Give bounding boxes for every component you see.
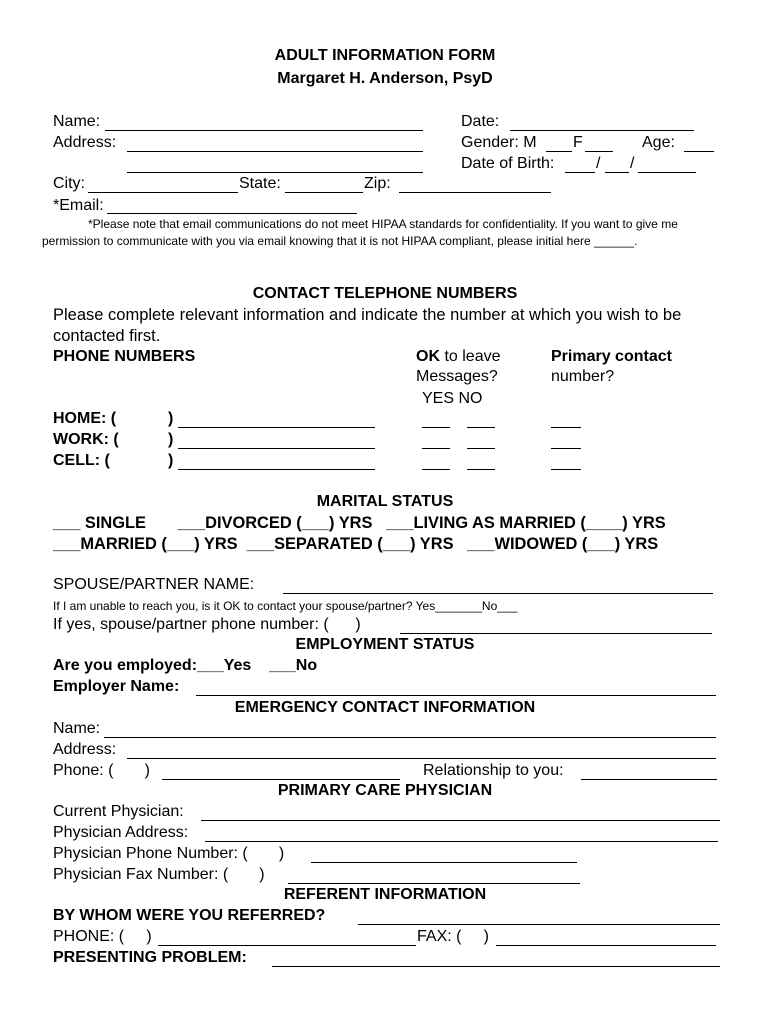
form-title: ADULT INFORMATION FORM — [274, 47, 496, 64]
date-label: Date: — [461, 113, 500, 130]
home-primary-field[interactable] — [551, 427, 581, 428]
messages-label: Messages? — [416, 368, 498, 385]
age-field[interactable] — [684, 151, 714, 152]
employment-heading: EMPLOYMENT STATUS — [295, 636, 475, 653]
referent-fax-label: FAX: ( ) — [417, 928, 490, 945]
emergency-address-field[interactable] — [127, 758, 716, 759]
city-field[interactable] — [88, 192, 238, 193]
cell-primary-field[interactable] — [551, 469, 581, 470]
gender-label: Gender: M — [461, 134, 537, 151]
physician-current-label: Current Physician: — [53, 803, 184, 820]
city-label: City: — [53, 175, 85, 192]
physician-address-field[interactable] — [205, 841, 718, 842]
email-field[interactable] — [107, 213, 357, 214]
cell-phone-field[interactable] — [178, 469, 375, 470]
dob-day-field[interactable] — [605, 172, 629, 173]
employer-field[interactable] — [196, 695, 716, 696]
marital-line-1[interactable]: ___ SINGLE ___DIVORCED (___) YRS ___LIVING AS MARRIED (____) YRS — [53, 514, 666, 532]
dob-year-field[interactable] — [638, 172, 696, 173]
spouse-name-label: SPOUSE/PARTNER NAME: — [53, 576, 255, 593]
physician-fax-field[interactable] — [288, 883, 580, 884]
home-phone-field[interactable] — [178, 427, 375, 428]
contact-heading: CONTACT TELEPHONE NUMBERS — [252, 285, 518, 302]
work-paren: ) — [168, 431, 174, 448]
work-phone-field[interactable] — [178, 448, 375, 449]
ok-label: OK — [416, 348, 440, 365]
referent-phone-label: PHONE: ( ) — [53, 928, 152, 945]
referred-by-label: BY WHOM WERE YOU REFERRED? — [53, 907, 326, 924]
physician-fax-label: Physician Fax Number: ( ) — [53, 866, 265, 883]
contact-instructions: Please complete relevant information and indicate the number at which you wish to be contacted first. — [53, 306, 682, 345]
referred-by-field[interactable] — [358, 924, 720, 925]
ok-leave-label — [416, 347, 500, 367]
hipaa-note: *Please note that email communications do not meet HIPAA standards for confidentiality. If you want to give me permission to communicate with you via email knowing that it is not HIPAA compliant, please initial here ______. — [42, 217, 678, 248]
employed-question[interactable]: Are you employed:___Yes ___No — [53, 657, 318, 674]
physician-phone-field[interactable] — [311, 862, 577, 863]
dob-slash-1: / — [596, 155, 601, 172]
to-leave-label: to leave — [440, 348, 501, 365]
primary-number-label: number? — [551, 368, 615, 385]
name-label: Name: — [53, 113, 101, 130]
yes-no-label: YES NO — [422, 390, 483, 407]
home-no-field[interactable] — [467, 427, 495, 428]
emergency-name-field[interactable] — [104, 737, 716, 738]
spouse-contact-question[interactable]: If I am unable to reach you, is it OK to contact your spouse/partner? Yes_______No___ — [53, 599, 518, 613]
work-yes-field[interactable] — [422, 448, 450, 449]
cell-yes-field[interactable] — [422, 469, 450, 470]
zip-field[interactable] — [399, 192, 551, 193]
marital-line-2[interactable]: ___MARRIED (___) YRS ___SEPARATED (___) YRS ___WIDOWED (___) YRS — [53, 535, 659, 553]
referent-fax-field[interactable] — [496, 945, 716, 946]
cell-no-field[interactable] — [467, 469, 495, 470]
physician-address-label: Physician Address: — [53, 824, 189, 841]
dob-label: Date of Birth: — [461, 155, 555, 172]
relationship-field[interactable] — [581, 779, 717, 780]
form-subtitle: Margaret H. Anderson, PsyD — [277, 70, 493, 87]
spouse-name-field[interactable] — [283, 593, 713, 594]
emergency-heading: EMERGENCY CONTACT INFORMATION — [234, 699, 536, 716]
gender-f-label: F — [573, 134, 583, 151]
physician-phone-label: Physician Phone Number: ( ) — [53, 845, 285, 862]
emergency-phone-label: Phone: ( ) — [53, 762, 150, 779]
presenting-problem-field[interactable] — [272, 966, 720, 967]
physician-heading: PRIMARY CARE PHYSICIAN — [277, 782, 493, 799]
home-paren: ) — [168, 410, 174, 427]
work-no-field[interactable] — [467, 448, 495, 449]
dob-slash-2: / — [630, 155, 635, 172]
marital-heading: MARITAL STATUS — [316, 493, 454, 510]
work-primary-field[interactable] — [551, 448, 581, 449]
emergency-address-label: Address: — [53, 741, 117, 758]
referent-phone-field[interactable] — [158, 945, 416, 946]
primary-contact-label: Primary contact — [551, 348, 672, 365]
phone-numbers-label: PHONE NUMBERS — [53, 348, 196, 365]
zip-label: Zip: — [364, 175, 391, 192]
emergency-phone-field[interactable] — [162, 779, 400, 780]
cell-paren: ) — [168, 452, 174, 469]
home-label: HOME: ( — [53, 410, 117, 427]
spouse-phone-field[interactable] — [400, 633, 712, 634]
presenting-problem-label: PRESENTING PROBLEM: — [53, 949, 247, 966]
physician-current-field[interactable] — [201, 820, 720, 821]
state-field[interactable] — [285, 192, 363, 193]
cell-label: CELL: ( — [53, 452, 110, 469]
spouse-phone-label: If yes, spouse/partner phone number: ( ) — [53, 616, 361, 633]
age-label: Age: — [642, 134, 675, 151]
date-field[interactable] — [510, 130, 694, 131]
gender-f-field[interactable] — [585, 151, 613, 152]
address-label: Address: — [53, 134, 117, 151]
home-yes-field[interactable] — [422, 427, 450, 428]
email-label: *Email: — [53, 197, 104, 214]
referent-heading: REFERENT INFORMATION — [283, 886, 487, 903]
relationship-label: Relationship to you: — [423, 762, 564, 779]
address-field[interactable] — [127, 151, 423, 152]
emergency-name-label: Name: — [53, 720, 101, 737]
employer-label: Employer Name: — [53, 678, 180, 695]
gender-m-field[interactable] — [546, 151, 572, 152]
work-label: WORK: ( — [53, 431, 119, 448]
state-label: State: — [239, 175, 281, 192]
dob-month-field[interactable] — [565, 172, 595, 173]
name-field[interactable] — [105, 130, 423, 131]
address-field-2[interactable] — [127, 172, 423, 173]
